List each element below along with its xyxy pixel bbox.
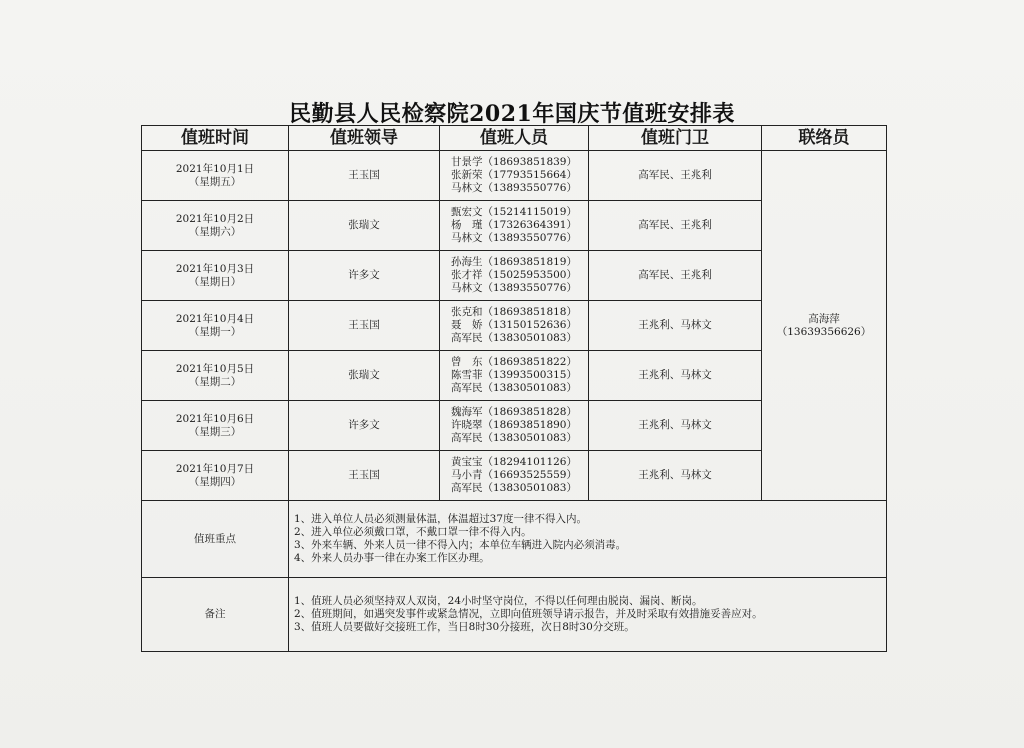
remarks-label: 备注 — [142, 578, 289, 652]
liaison-phone: （13639356626） — [776, 325, 872, 338]
header-staff: 值班人员 — [440, 126, 589, 151]
leader-cell: 许多文 — [289, 401, 440, 451]
date-text: 2021年10月3日 — [175, 262, 255, 275]
header-liaison: 联络员 — [762, 126, 887, 151]
weekday-text: （星期六） — [188, 225, 242, 238]
staff-member: 高军民（13830501083） — [451, 432, 577, 444]
staff-member: 马林文（13893550776） — [451, 182, 577, 194]
staff-cell — [440, 401, 589, 451]
staff-member: 高军民（13830501083） — [451, 332, 577, 344]
date-cell — [142, 151, 289, 201]
remarks-notes — [289, 578, 887, 652]
weekday-text: （星期一） — [188, 325, 242, 338]
header-time: 值班时间 — [142, 126, 289, 151]
staff-member: 张新荣（17793515664） — [451, 169, 577, 181]
leader-cell: 许多文 — [289, 251, 440, 301]
guard-cell: 王兆利、马林文 — [589, 301, 762, 351]
guard-cell: 王兆利、马林文 — [589, 351, 762, 401]
leader-cell: 张瑞文 — [289, 201, 440, 251]
leader-cell: 王玉国 — [289, 151, 440, 201]
date-cell — [142, 201, 289, 251]
staff-cell — [440, 151, 589, 201]
leader-cell: 张瑞文 — [289, 351, 440, 401]
staff-member: 高军民（13830501083） — [451, 482, 577, 494]
document-title: 民勤县人民检察院2021年国庆节值班安排表 — [289, 101, 735, 127]
staff-member: 曾 东（18693851822） — [451, 356, 577, 368]
guard-cell: 高军民、王兆利 — [589, 201, 762, 251]
staff-member: 高军民（13830501083） — [451, 382, 577, 394]
staff-cell — [440, 301, 589, 351]
focus-notes — [289, 501, 887, 578]
remark-note: 1、值班人员必须坚持双人双岗，24小时坚守岗位，不得以任何理由脱岗、漏岗、断岗。 — [294, 595, 703, 607]
staff-member: 马小青（16693525559） — [451, 469, 577, 481]
weekday-text: （星期二） — [188, 375, 242, 388]
guard-cell: 王兆利、马林文 — [589, 451, 762, 501]
staff-cell — [440, 451, 589, 501]
date-cell — [142, 301, 289, 351]
date-text: 2021年10月4日 — [175, 312, 255, 325]
focus-row — [142, 501, 887, 578]
staff-cell — [440, 351, 589, 401]
date-text: 2021年10月2日 — [175, 212, 255, 225]
focus-note: 2、进入单位必须戴口罩，不戴口罩一律不得入内。 — [294, 526, 532, 538]
staff-member: 马林文（13893550776） — [451, 232, 577, 244]
date-cell — [142, 351, 289, 401]
staff-member: 马林文（13893550776） — [451, 282, 577, 294]
staff-member: 黄宝宝（18294101126） — [451, 456, 577, 468]
staff-member: 张才祥（15025953500） — [451, 269, 577, 281]
date-cell — [142, 401, 289, 451]
focus-label: 值班重点 — [142, 501, 289, 578]
weekday-text: （星期三） — [188, 425, 242, 438]
weekday-text: （星期四） — [188, 475, 242, 488]
liaison-cell — [762, 151, 887, 501]
guard-cell: 高军民、王兆利 — [589, 251, 762, 301]
staff-member: 张克和（18693851818） — [451, 306, 577, 318]
header-leader: 值班领导 — [289, 126, 440, 151]
focus-note: 4、外来人员办事一律在办案工作区办理。 — [294, 552, 490, 564]
date-cell — [142, 251, 289, 301]
header-guard: 值班门卫 — [589, 126, 762, 151]
leader-cell: 王玉国 — [289, 451, 440, 501]
focus-note: 1、进入单位人员必须测量体温，体温超过37度一律不得入内。 — [294, 513, 588, 525]
staff-member: 孙海生（18693851819） — [451, 256, 577, 268]
weekday-text: （星期五） — [188, 175, 242, 188]
staff-member: 聂 娇（13150152636） — [451, 319, 577, 331]
date-cell — [142, 451, 289, 501]
leader-cell: 王玉国 — [289, 301, 440, 351]
staff-member: 杨 瑾（17326364391） — [451, 219, 577, 231]
weekday-text: （星期日） — [188, 275, 242, 288]
duty-schedule-table — [141, 125, 887, 652]
staff-cell — [440, 201, 589, 251]
guard-cell: 王兆利、马林文 — [589, 401, 762, 451]
staff-member: 甘景学（18693851839） — [451, 156, 577, 168]
staff-cell — [440, 251, 589, 301]
table-row — [142, 151, 887, 201]
remark-note: 2、值班期间，如遇突发事件或紧急情况，立即向值班领导请示报告，并及时采取有效措施妥善应对。 — [294, 608, 763, 620]
staff-member: 甄宏文（15214115019） — [451, 206, 577, 218]
staff-member: 陈雪菲（13993500315） — [451, 369, 577, 381]
date-text: 2021年10月6日 — [175, 412, 255, 425]
focus-note: 3、外来车辆、外来人员一律不得入内；本单位车辆进入院内必须消毒。 — [294, 539, 627, 551]
table-header-row — [142, 126, 887, 151]
date-text: 2021年10月7日 — [175, 462, 255, 475]
remark-note: 3、值班人员要做好交接班工作，当日8时30分接班，次日8时30分交班。 — [294, 621, 635, 633]
staff-member: 魏海军（18693851828） — [451, 406, 577, 418]
guard-cell: 高军民、王兆利 — [589, 151, 762, 201]
staff-member: 许晓翠（18693851890） — [451, 419, 577, 431]
remarks-row — [142, 578, 887, 652]
date-text: 2021年10月5日 — [175, 362, 255, 375]
liaison-name: 高海萍 — [808, 312, 840, 325]
date-text: 2021年10月1日 — [175, 162, 255, 175]
